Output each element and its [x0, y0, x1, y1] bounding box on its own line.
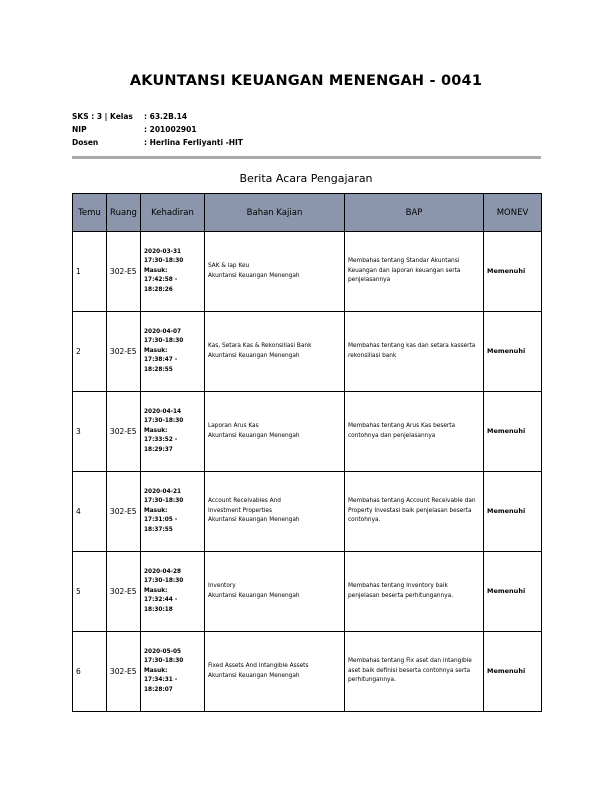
info-row-sks	[72, 110, 243, 123]
kehadiran-line: 17:42:58 -	[144, 277, 178, 284]
kehadiran-line: 18:37:55	[144, 526, 173, 533]
cell-temu: 1	[73, 232, 107, 312]
bahan-line: Akuntansi Keuangan Menengah	[208, 592, 300, 599]
divider	[72, 156, 541, 159]
kehadiran-line: 17:30-18:30	[144, 658, 184, 665]
info-value: : 201002901	[144, 125, 197, 134]
bahan-line: SAK & lap Keu	[208, 263, 250, 269]
kehadiran-line: Masuk:	[144, 347, 168, 354]
kehadiran-line: 17:34:31 -	[144, 677, 178, 684]
kehadiran-line: 2020-05-05	[144, 648, 182, 655]
cell-temu: 3	[73, 392, 107, 472]
kehadiran-line: 2020-04-28	[144, 568, 182, 575]
info-value: : 63.2B.14	[144, 112, 188, 121]
cell-bahan-kajian	[205, 392, 345, 472]
kehadiran-line: 17:32:44 -	[144, 597, 178, 604]
kehadiran-line: 17:30-18:30	[144, 258, 184, 265]
cell-bap: Membahas tentang Arus Kas beserta contohnya dan penjelasannya	[345, 392, 484, 472]
bahan-line: Akuntansi Keuangan Menengah	[208, 432, 300, 439]
kehadiran-line: 17:38:47 -	[144, 357, 178, 364]
col-header-bahan-kajian: Bahan Kajian	[205, 194, 345, 232]
bahan-line: Akuntansi Keuangan Menengah	[208, 352, 300, 359]
table-row	[73, 312, 542, 392]
kehadiran-line: 17:30-18:30	[144, 498, 184, 505]
kehadiran-line: 17:30-18:30	[144, 578, 184, 585]
cell-kehadiran	[141, 552, 205, 632]
col-header-bap: BAP	[345, 194, 484, 232]
cell-monev: Memenuhi	[484, 552, 542, 632]
bahan-line: Kas, Setara Kas & Rekonsiliasi Bank	[208, 343, 312, 349]
kehadiran-line: 17:33:52 -	[144, 437, 178, 444]
kehadiran-line: Masuk:	[144, 667, 168, 674]
bahan-line: Fixed Assets And Intangible Assets	[208, 663, 309, 669]
cell-monev: Memenuhi	[484, 632, 542, 712]
cell-temu: 4	[73, 472, 107, 552]
section-title: Berita Acara Pengajaran	[239, 172, 373, 185]
kehadiran-line: Masuk:	[144, 507, 168, 514]
kehadiran-line: Masuk:	[144, 587, 168, 594]
cell-kehadiran	[141, 312, 205, 392]
table-row	[73, 232, 542, 312]
bahan-line: Laporan Arus Kas	[208, 423, 259, 429]
info-value: : Herlina Ferliyanti -HIT	[144, 138, 243, 147]
cell-temu: 6	[73, 632, 107, 712]
cell-kehadiran	[141, 232, 205, 312]
col-header-temu: Temu	[73, 194, 107, 232]
cell-bahan-kajian	[205, 472, 345, 552]
bahan-line: Akuntansi Keuangan Menengah	[208, 517, 300, 524]
attendance-table	[72, 193, 542, 712]
cell-ruang: 302-E5	[107, 232, 141, 312]
cell-kehadiran	[141, 632, 205, 712]
kehadiran-line: 17:30-18:30	[144, 338, 184, 345]
cell-temu: 2	[73, 312, 107, 392]
info-label: NIP	[72, 125, 87, 134]
kehadiran-line: 2020-03-31	[144, 248, 182, 255]
cell-bahan-kajian	[205, 632, 345, 712]
cell-bahan-kajian	[205, 232, 345, 312]
cell-kehadiran	[141, 392, 205, 472]
kehadiran-line: 18:28:55	[144, 366, 173, 373]
bahan-line: Akuntansi Keuangan Menengah	[208, 272, 300, 279]
bahan-line: Akuntansi Keuangan Menengah	[208, 672, 300, 679]
cell-monev: Memenuhi	[484, 232, 542, 312]
cell-ruang: 302-E5	[107, 552, 141, 632]
kehadiran-line: 18:28:07	[144, 686, 173, 693]
kehadiran-line: Masuk:	[144, 427, 168, 434]
kehadiran-line: 17:30-18:30	[144, 418, 184, 425]
kehadiran-line: 2020-04-21	[144, 488, 182, 495]
cell-monev: Memenuhi	[484, 312, 542, 392]
kehadiran-line: 17:31:05 -	[144, 517, 178, 524]
cell-ruang: 302-E5	[107, 632, 141, 712]
bahan-line: Inventory	[208, 583, 236, 589]
cell-ruang: 302-E5	[107, 472, 141, 552]
cell-bap: Membahas tentang Account Receivable dan Property Investasi baik penjelasan beserta contohnya.	[345, 472, 484, 552]
kehadiran-line: 2020-04-07	[144, 328, 182, 335]
bahan-line: Investment Properties	[208, 507, 272, 514]
info-row-dosen	[72, 136, 243, 149]
kehadiran-line: 18:29:37	[144, 446, 173, 453]
table-row	[73, 392, 542, 472]
course-title: AKUNTANSI KEUANGAN MENENGAH - 0041	[129, 73, 483, 89]
col-header-monev: MONEV	[484, 194, 542, 232]
kehadiran-line: 18:28:26	[144, 286, 173, 293]
col-header-kehadiran: Kehadiran	[141, 194, 205, 232]
kehadiran-line: 18:30:18	[144, 606, 173, 613]
cell-ruang: 302-E5	[107, 392, 141, 472]
col-header-ruang: Ruang	[107, 194, 141, 232]
cell-temu: 5	[73, 552, 107, 632]
cell-bahan-kajian	[205, 312, 345, 392]
cell-monev: Memenuhi	[484, 472, 542, 552]
info-label: SKS : 3 | Kelas	[72, 112, 133, 121]
table-header-row	[73, 194, 542, 232]
cell-ruang: 302-E5	[107, 312, 141, 392]
table-row	[73, 632, 542, 712]
cell-bap: Membahas tentang Inventory baik penjelasan beserta perhitungannya.	[345, 552, 484, 632]
table-row	[73, 552, 542, 632]
cell-kehadiran	[141, 472, 205, 552]
cell-bahan-kajian	[205, 552, 345, 632]
kehadiran-line: 2020-04-14	[144, 408, 182, 415]
cell-bap: Membahas tentang Fix aset dan intangible aset baik definisi beserta contohnya serta perhitungannya.	[345, 632, 484, 712]
cell-bap: Membahas tentang kas dan setara kasserta rekonsiliasi bank	[345, 312, 484, 392]
info-label: Dosen	[72, 138, 99, 147]
kehadiran-line: Masuk:	[144, 267, 168, 274]
table-row	[73, 472, 542, 552]
cell-bap: Membahas tentang Standar Akuntansi Keuangan dan laporan keuangan serta penjelasannya	[345, 232, 484, 312]
cell-monev: Memenuhi	[484, 392, 542, 472]
bahan-line: Account Receivables And	[208, 498, 281, 505]
info-row-nip	[72, 123, 243, 136]
course-info	[72, 110, 243, 149]
